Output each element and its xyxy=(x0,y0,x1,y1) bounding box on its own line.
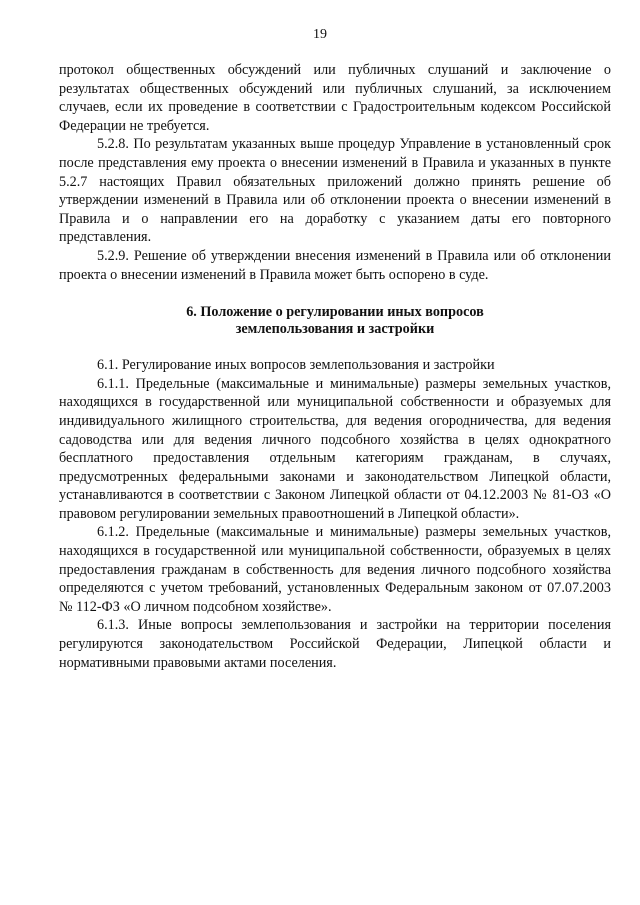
paragraph-continuation: протокол общественных обсуждений или публичных слушаний и заключение о результатах общественных обсуждений или публичных слушаний, за исключением случаев, если их проведение в соответствии с Градостроительным кодексом Российской Федерации не требуется. xyxy=(59,62,611,134)
paragraph-6-1-2: 6.1.2. Предельные (максимальные и минимальные) размеры земельных участков, находящихся в государственной или муниципальной собственности, образуемых в целях предоставления гражданам в собственность для ведения личного подсобного хозяйства определяются с учетом требований, установленных Федеральным законом от 07.07.2003 № 112-ФЗ «О личном подсобном хозяйстве». xyxy=(59,524,611,615)
document-body xyxy=(59,61,611,672)
paragraph-6-1-3: 6.1.3. Иные вопросы землепользования и застройки на территории поселения регулируются законодательством Российской Федерации, Липецкой области и нормативными правовыми актами поселения. xyxy=(59,617,611,671)
paragraph-6-1: 6.1. Регулирование иных вопросов землепользования и застройки xyxy=(97,357,495,374)
paragraph-6-1-1: 6.1.1. Предельные (максимальные и минимальные) размеры земельных участков, находящихся в государственной или муниципальной собственности и образуемых для индивидуального жилищного строительства, для ведения огородничества, для ведения садоводства или для ведения личного подсобного хозяйства в целях однократного бесплатного предоставления отдельным категориям гражданам, в случаях, предусмотренных федеральными законами и законодательством Липецкой области, устанавливаются в соответствии с Законом Липецкой области от 04.12.2003 № 81-ОЗ «О правовом регулировании земельных правоотношений в Липецкой области». xyxy=(59,375,611,522)
section-heading-line-1: 6. Положение о регулировании иных вопросов xyxy=(186,304,484,321)
paragraph-5-2-9: 5.2.9. Решение об утверждении внесения изменений в Правила или об отклонении проекта о внесении изменений в Правила может быть оспорено в суде. xyxy=(59,247,611,283)
page-number: 19 xyxy=(313,27,327,42)
section-heading-line-2: землепользования и застройки xyxy=(235,321,435,338)
section-heading xyxy=(59,304,611,338)
paragraph-5-2-8: 5.2.8. По результатам указанных выше процедур Управление в установленный срок после представления ему проекта о внесении изменений в Правила и указанных в пункте 5.2.7 настоящих Правил обязательных приложений должно принять решение об утверждении изменений в Правила или об отклонении проекта о внесении изменений в Правила и о направлении его на доработку с указанием даты его повторного представления. xyxy=(59,136,611,246)
